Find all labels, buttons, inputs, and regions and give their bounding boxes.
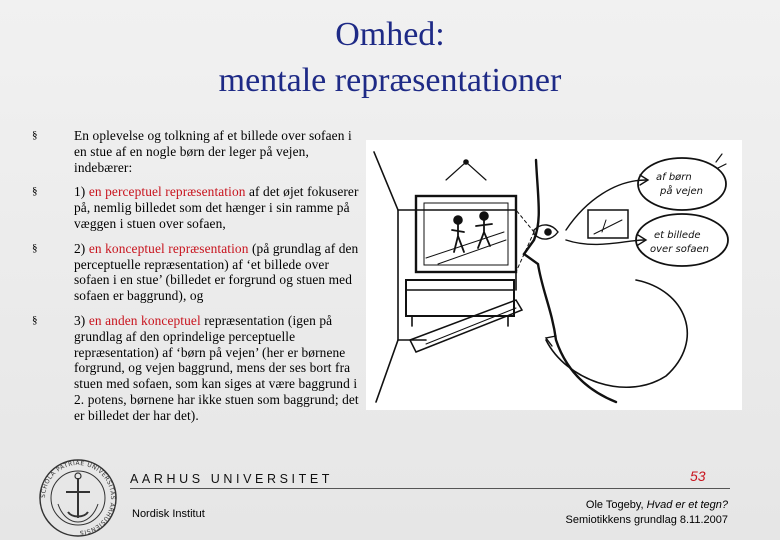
bullet-list: [32, 128, 362, 433]
footer-divider: [130, 488, 730, 489]
perception-illustration: [366, 140, 742, 410]
author-name: Ole Togeby,: [585, 499, 647, 511]
bullet-text: 3): [74, 312, 89, 328]
title-line-2: mentale repræsentationer: [218, 62, 562, 99]
bullet-item: [32, 184, 362, 231]
sketch-drawing: [366, 140, 742, 410]
title-line-1: Omhed:: [335, 16, 445, 53]
talk-title: Hvad er et tegn?: [646, 499, 728, 511]
bubble-2-line-1: et billede: [654, 230, 701, 241]
bullet-marker-icon: §: [32, 241, 38, 254]
credit-line-1: [566, 498, 728, 513]
bullet-item: [32, 313, 362, 424]
bullet-text: af det øjet fokuserer på, nemlig billedet som det hænger i sin ramme på væggen i stuen over sofaen,: [74, 184, 359, 231]
bullet-text: repræsentation (igen på grundlag af den oprindelige perceptuelle repræsentation) af ‘børn på vejen’ (her er børnene forgrund, og vejen baggrund, mens der ses bort fra stuen med sofaen, som kan siges at være baggrund i 2. potens, børnene har ikke stuen som baggrund; det er billedet der har det).: [74, 312, 359, 423]
slide-title: [0, 12, 780, 104]
bullet-marker-icon: §: [32, 185, 38, 198]
bullet-text: 2): [74, 240, 89, 256]
presentation-credit: [566, 498, 728, 528]
university-name: AARHUS UNIVERSITET: [130, 472, 334, 486]
institute-name: Nordisk Institut: [132, 508, 205, 520]
bullet-text: (på grundlag af den perceptuelle repræsentation) af ‘et billede over sofaen i en stue’ (billedet er forgrund og stuen med sofaen er baggrund), og: [74, 240, 359, 304]
bullet-item: [32, 128, 362, 175]
bullet-marker-icon: §: [32, 129, 38, 141]
bubble-1-line-1: af børn: [656, 172, 692, 183]
seal-text: SCHOLA PATRIAE UNIVERSITAS ARHUSIENSIS: [39, 459, 117, 537]
bullet-marker-icon: §: [32, 313, 38, 326]
highlighted-term: en konceptuel repræsentation: [88, 240, 249, 256]
page-number: 53: [690, 468, 706, 484]
bullet-text: 1): [74, 184, 89, 200]
highlighted-term: en perceptuel repræsentation: [88, 184, 246, 200]
highlighted-term: en anden konceptuel: [88, 312, 201, 328]
bullet-text: En oplevelse og tolkning af et billede over sofaen i en stue af en nogle børn der leger på vejen, indebærer:: [74, 128, 352, 175]
bubble-1-line-2: på vejen: [660, 186, 703, 197]
bubble-2-line-2: over sofaen: [650, 244, 709, 255]
university-seal-logo: [36, 456, 120, 540]
event-name: Semiotikkens grundlag 8.11.2007: [565, 514, 728, 526]
bullet-item: [32, 241, 362, 304]
